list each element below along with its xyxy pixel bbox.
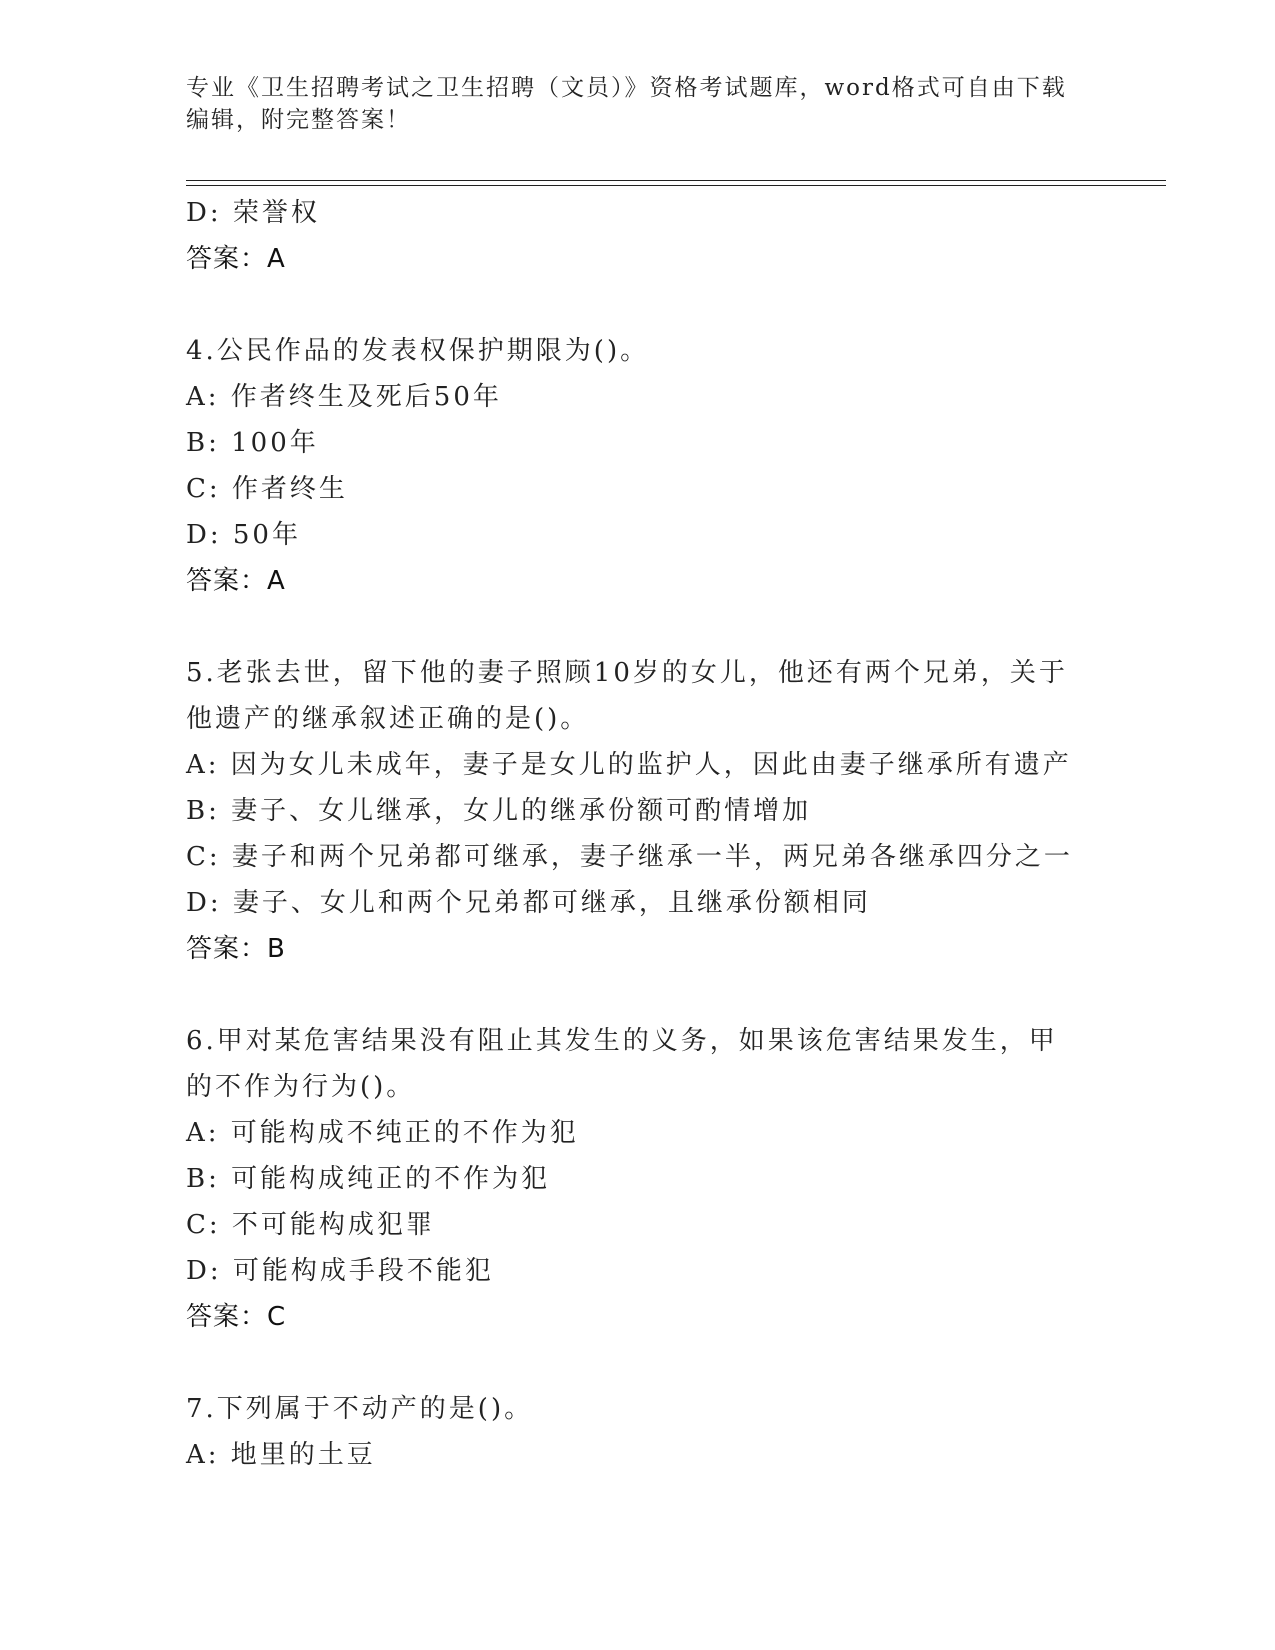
option-a: A: 可能构成不纯正的不作为犯 bbox=[186, 1118, 579, 1148]
question-6 bbox=[186, 1018, 1166, 1340]
answer-label: 答案：C bbox=[186, 1302, 287, 1332]
option-d: D: 荣誉权 bbox=[186, 198, 320, 228]
answer-label: 答案：A bbox=[186, 244, 286, 274]
spacer bbox=[186, 1340, 1166, 1386]
option-a: A: 因为女儿未成年，妻子是女儿的监护人，因此由妻子继承所有遗产 bbox=[186, 750, 1072, 780]
option-b: B: 可能构成纯正的不作为犯 bbox=[186, 1164, 551, 1194]
option-d: D: 可能构成手段不能犯 bbox=[186, 1256, 494, 1286]
question-text: 6.甲对某危害结果没有阻止其发生的义务，如果该危害结果发生，甲 bbox=[186, 1026, 1058, 1056]
question-text: 4.公民作品的发表权保护期限为()。 bbox=[186, 336, 650, 366]
option-c: C: 不可能构成犯罪 bbox=[186, 1210, 435, 1240]
option-d: D: 50年 bbox=[186, 520, 301, 550]
document-header bbox=[186, 72, 1086, 136]
question-text: 5.老张去世，留下他的妻子照顾10岁的女儿，他还有两个兄弟，关于 bbox=[186, 658, 1068, 688]
header-divider-top bbox=[186, 180, 1166, 181]
option-c: C: 作者终生 bbox=[186, 474, 348, 504]
header-line-2: 编辑，附完整答案！ bbox=[186, 107, 411, 133]
question-list bbox=[186, 190, 1166, 1478]
spacer bbox=[186, 282, 1166, 328]
option-a: A: 地里的土豆 bbox=[186, 1440, 376, 1470]
question-text: 7.下列属于不动产的是()。 bbox=[186, 1394, 534, 1424]
header-line-1: 专业《卫生招聘考试之卫生招聘（文员）》资格考试题库，word格式可自由下载 bbox=[186, 75, 1067, 101]
question-5 bbox=[186, 650, 1166, 972]
spacer bbox=[186, 972, 1166, 1018]
question-7 bbox=[186, 1386, 1166, 1478]
option-c: C: 妻子和两个兄弟都可继承，妻子继承一半，两兄弟各继承四分之一 bbox=[186, 842, 1073, 872]
answer-label: 答案：B bbox=[186, 934, 286, 964]
question-4 bbox=[186, 328, 1166, 604]
option-b: B: 100年 bbox=[186, 428, 319, 458]
option-b: B: 妻子、女儿继承，女儿的继承份额可酌情增加 bbox=[186, 796, 812, 826]
question-text-continued: 的不作为行为()。 bbox=[186, 1072, 416, 1102]
answer-label: 答案：A bbox=[186, 566, 286, 596]
option-a: A: 作者终生及死后50年 bbox=[186, 382, 502, 412]
question-text-continued: 他遗产的继承叙述正确的是()。 bbox=[186, 704, 590, 734]
header-divider-bottom bbox=[186, 185, 1166, 186]
option-d: D: 妻子、女儿和两个兄弟都可继承，且继承份额相同 bbox=[186, 888, 871, 918]
spacer bbox=[186, 604, 1166, 650]
